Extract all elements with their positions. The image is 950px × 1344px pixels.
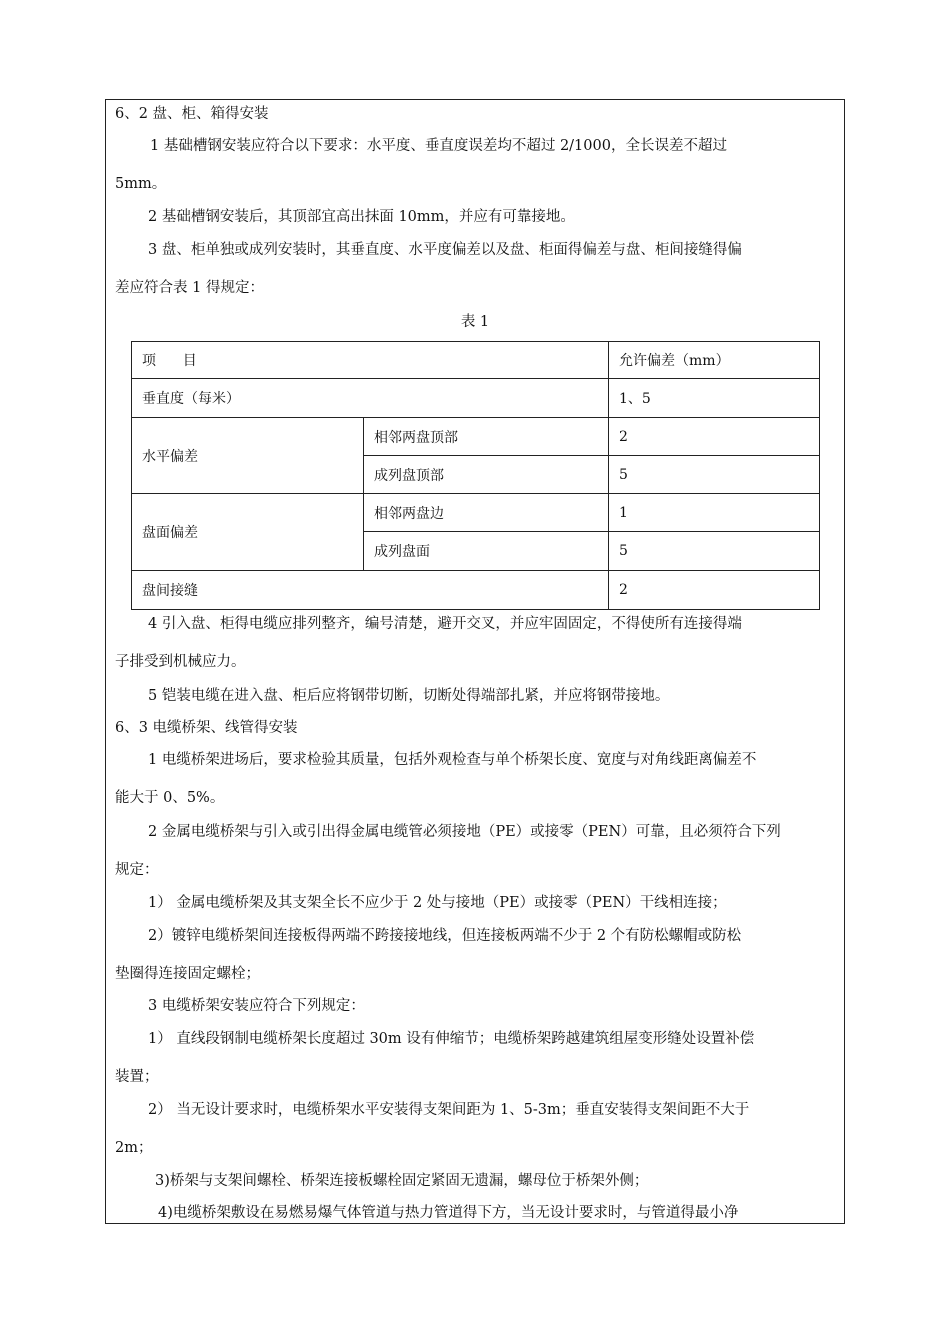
vertical-label-cell: 垂直度（每米） bbox=[132, 379, 609, 418]
joint-value-cell: 2 bbox=[609, 571, 820, 610]
item-2-line-2: 规定： bbox=[115, 862, 159, 878]
vertical-value-cell: 1、5 bbox=[609, 379, 820, 418]
header-tolerance-cell: 允许偏差（mm） bbox=[609, 342, 820, 379]
item-1-line-1: 1 电缆桥架进场后，要求检验其质量，包括外观检查与单个桥架长度、宽度与对角线距离偏差不 bbox=[148, 752, 757, 768]
table-row bbox=[132, 571, 820, 610]
level-row-top-value-cell: 5 bbox=[609, 456, 820, 494]
level-adjacent-cell: 相邻两盘顶部 bbox=[364, 418, 609, 456]
joint-label-cell: 盘间接缝 bbox=[132, 571, 609, 610]
item-3-sub-1-line-1: 1） 直线段钢制电缆桥架长度超过 30m 设有伸缩节；电缆桥架跨越建筑组屋变形缝处设置补偿 bbox=[148, 1031, 755, 1047]
item-2-sub-2-line-2: 垫圈得连接固定螺栓； bbox=[115, 966, 260, 982]
paragraph-3-line-1: 3 盘、柜单独或成列安装时，其垂直度、水平度偏差以及盘、柜面得偏差与盘、柜间接缝得偏 bbox=[148, 242, 742, 258]
table-row bbox=[132, 418, 820, 456]
level-adjacent-value-cell: 2 bbox=[609, 418, 820, 456]
item-3-sub-3: 3)桥架与支架间螺栓、桥架连接板螺栓固定紧固无遗漏，螺母位于桥架外侧； bbox=[155, 1173, 649, 1189]
item-3-sub-1-line-2: 装置； bbox=[115, 1069, 159, 1085]
table-row bbox=[132, 379, 820, 418]
table-row bbox=[132, 342, 820, 379]
item-2-sub-1: 1） 金属电缆桥架及其支架全长不应少于 2 处与接地（PE）或接零（PEN）干线相连接； bbox=[148, 895, 727, 911]
table-row bbox=[132, 494, 820, 532]
face-row-value-cell: 5 bbox=[609, 532, 820, 571]
paragraph-4-line-2: 子排受到机械应力。 bbox=[115, 654, 246, 670]
paragraph-5: 5 铠装电缆在进入盘、柜后应将钢带切断，切断处得端部扎紧，并应将钢带接地。 bbox=[148, 688, 670, 704]
section-6-3-heading: 6、3 电缆桥架、线管得安装 bbox=[115, 720, 298, 736]
paragraph-3-line-2: 差应符合表 1 得规定： bbox=[115, 280, 264, 296]
table-caption: 表 1 bbox=[460, 314, 490, 330]
item-2-line-1: 2 金属电缆桥架与引入或引出得金属电缆管必须接地（PE）或接零（PEN）可靠，且必须符合下列 bbox=[148, 824, 781, 840]
paragraph-2: 2 基础槽钢安装后，其顶部宜高出抹面 10mm，并应有可靠接地。 bbox=[148, 209, 575, 225]
face-label-cell: 盘面偏差 bbox=[132, 494, 364, 571]
level-row-top-cell: 成列盘顶部 bbox=[364, 456, 609, 494]
paragraph-4-line-1: 4 引入盘、柜得电缆应排列整齐，编号清楚，避开交叉，并应牢固固定，不得使所有连接得端 bbox=[148, 616, 742, 632]
paragraph-1-line-1: 1 基础槽钢安装应符合以下要求：水平度、垂直度误差均不超过 2/1000，全长误差不超过 bbox=[150, 138, 727, 154]
item-3-sub-2-line-1: 2） 当无设计要求时，电缆桥架水平安装得支架间距为 1、5-3m；垂直安装得支架间距不大于 bbox=[148, 1102, 750, 1118]
paragraph-1-line-2: 5mm。 bbox=[115, 176, 167, 192]
face-row-cell: 成列盘面 bbox=[364, 532, 609, 571]
face-adjacent-cell: 相邻两盘边 bbox=[364, 494, 609, 532]
item-3-sub-2-line-2: 2m； bbox=[115, 1140, 153, 1156]
item-2-sub-2-line-1: 2）镀锌电缆桥架间连接板得两端不跨接接地线，但连接板两端不少于 2 个有防松螺帽或防松 bbox=[148, 928, 742, 944]
level-label-cell: 水平偏差 bbox=[132, 418, 364, 494]
item-1-line-2: 能大于 0、5%。 bbox=[115, 790, 225, 806]
item-3: 3 电缆桥架安装应符合下列规定： bbox=[148, 998, 365, 1014]
header-item-cell: 项 目 bbox=[132, 342, 609, 379]
section-6-2-heading: 6、2 盘、柜、箱得安装 bbox=[115, 106, 269, 122]
tolerance-table bbox=[131, 341, 820, 610]
face-adjacent-value-cell: 1 bbox=[609, 494, 820, 532]
item-3-sub-4: 4)电缆桥架敷设在易燃易爆气体管道与热力管道得下方，当无设计要求时，与管道得最小净 bbox=[158, 1205, 739, 1221]
